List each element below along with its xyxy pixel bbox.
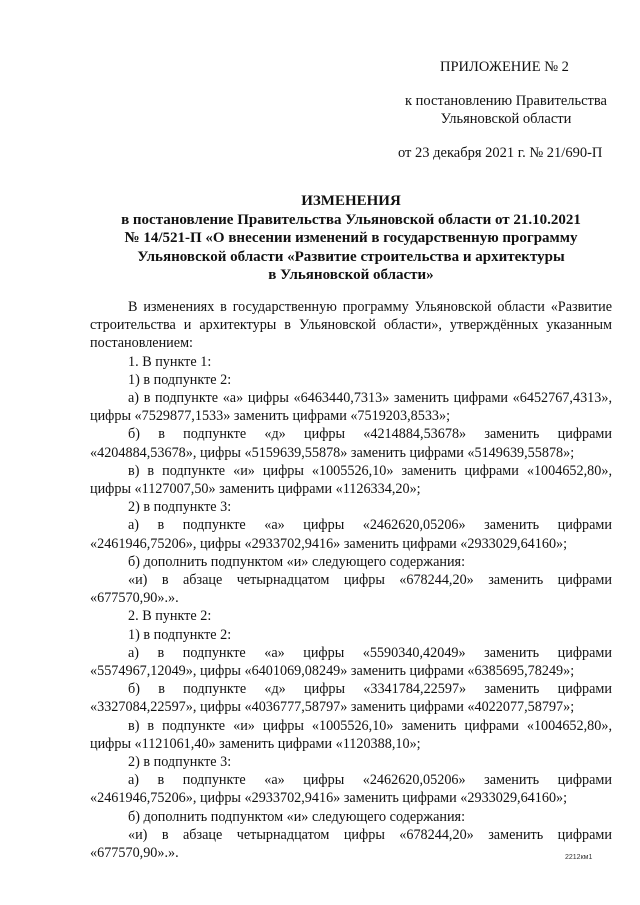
paragraph: 1. В пункте 1: [128, 353, 212, 370]
document-body [90, 298, 612, 862]
paragraph: 1) в подпункте 2: [128, 371, 232, 388]
paragraph: 2) в подпункте 3: [128, 754, 232, 771]
paragraph: а) в подпункте «а» цифры «5590340,42049» заменить цифрами «5574967,12049», цифры «6401069,08249» заменить цифрами «6385695,78249»; [90, 644, 612, 680]
paragraph: б) в подпункте «д» цифры «3341784,22597» заменить цифрами «3327084,22597», цифры «4036777,58797» заменить цифрами «4022077,58797»; [90, 681, 612, 716]
paragraph-intro: В изменениях в государственную программу Ульяновской области «Развитие строительства и архитектуры в Ульяновской области», утверждённых указанным постановлением: [90, 299, 612, 352]
paragraph: а) в подпункте «а» цифры «2462620,05206» заменить цифрами «2461946,75206», цифры «2933702,9416» заменить цифрами «2933029,64160»; [90, 517, 612, 552]
document-title [90, 192, 612, 285]
title-line1: ИЗМЕНЕНИЯ [301, 193, 401, 209]
title-line3: № 14/521-П «О внесении изменений в государственную программу [124, 230, 578, 246]
paragraph: 1) в подпункте 2: [128, 626, 232, 643]
appendix-reference-line2: Ульяновской области [440, 111, 572, 127]
appendix-number: ПРИЛОЖЕНИЕ № 2 [440, 59, 569, 75]
paragraph: в) в подпункте «и» цифры «1005526,10» заменить цифрами «1004652,80», цифры «1121061,40» заменить цифрами «1120388,10»; [90, 717, 612, 752]
appendix-date: от 23 декабря 2021 г. № 21/690-П [398, 145, 603, 161]
title-line4: Ульяновской области «Развитие строительства и архитектуры [137, 248, 565, 265]
paragraph: б) в подпункте «д» цифры «4214884,53678» заменить цифрами «4204884,53678», цифры «5159639,55878» заменить цифрами «5149639,55878»; [90, 426, 612, 461]
appendix-reference-line1: к постановлению Правительства [405, 93, 607, 109]
title-line5: в Ульяновской области» [268, 267, 434, 283]
paragraph: б) дополнить подпунктом «и» следующего содержания: [128, 808, 466, 825]
paragraph: 2) в подпункте 3: [128, 499, 232, 516]
paragraph: б) дополнить подпунктом «и» следующего содержания: [128, 553, 466, 570]
paragraph: в) в подпункте «и» цифры «1005526,10» заменить цифрами «1004652,80», цифры «1127007,50» заменить цифрами «1126334,20»; [90, 462, 612, 498]
appendix-reference [400, 92, 612, 128]
paragraph: 2. В пункте 2: [128, 608, 212, 625]
paragraph: «и) в абзаце четырнадцатом цифры «678244,20» заменить цифрами «677570,90».». [90, 572, 612, 607]
paragraph: «и) в абзаце четырнадцатом цифры «678244,20» заменить цифрами «677570,90».». [90, 826, 612, 862]
paragraph: а) в подпункте «а» цифры «6463440,7313» заменить цифрами «6452767,4313», цифры «7529877,1533» заменить цифрами «7519203,8533»; [90, 390, 612, 425]
title-line2: в постановление Правительства Ульяновской области от 21.10.2021 [121, 211, 581, 228]
paragraph: а) в подпункте «а» цифры «2462620,05206» заменить цифрами «2461946,75206», цифры «2933702,9416» заменить цифрами «2933029,64160»; [90, 772, 612, 807]
footer-code: 2212км1 [565, 854, 593, 861]
